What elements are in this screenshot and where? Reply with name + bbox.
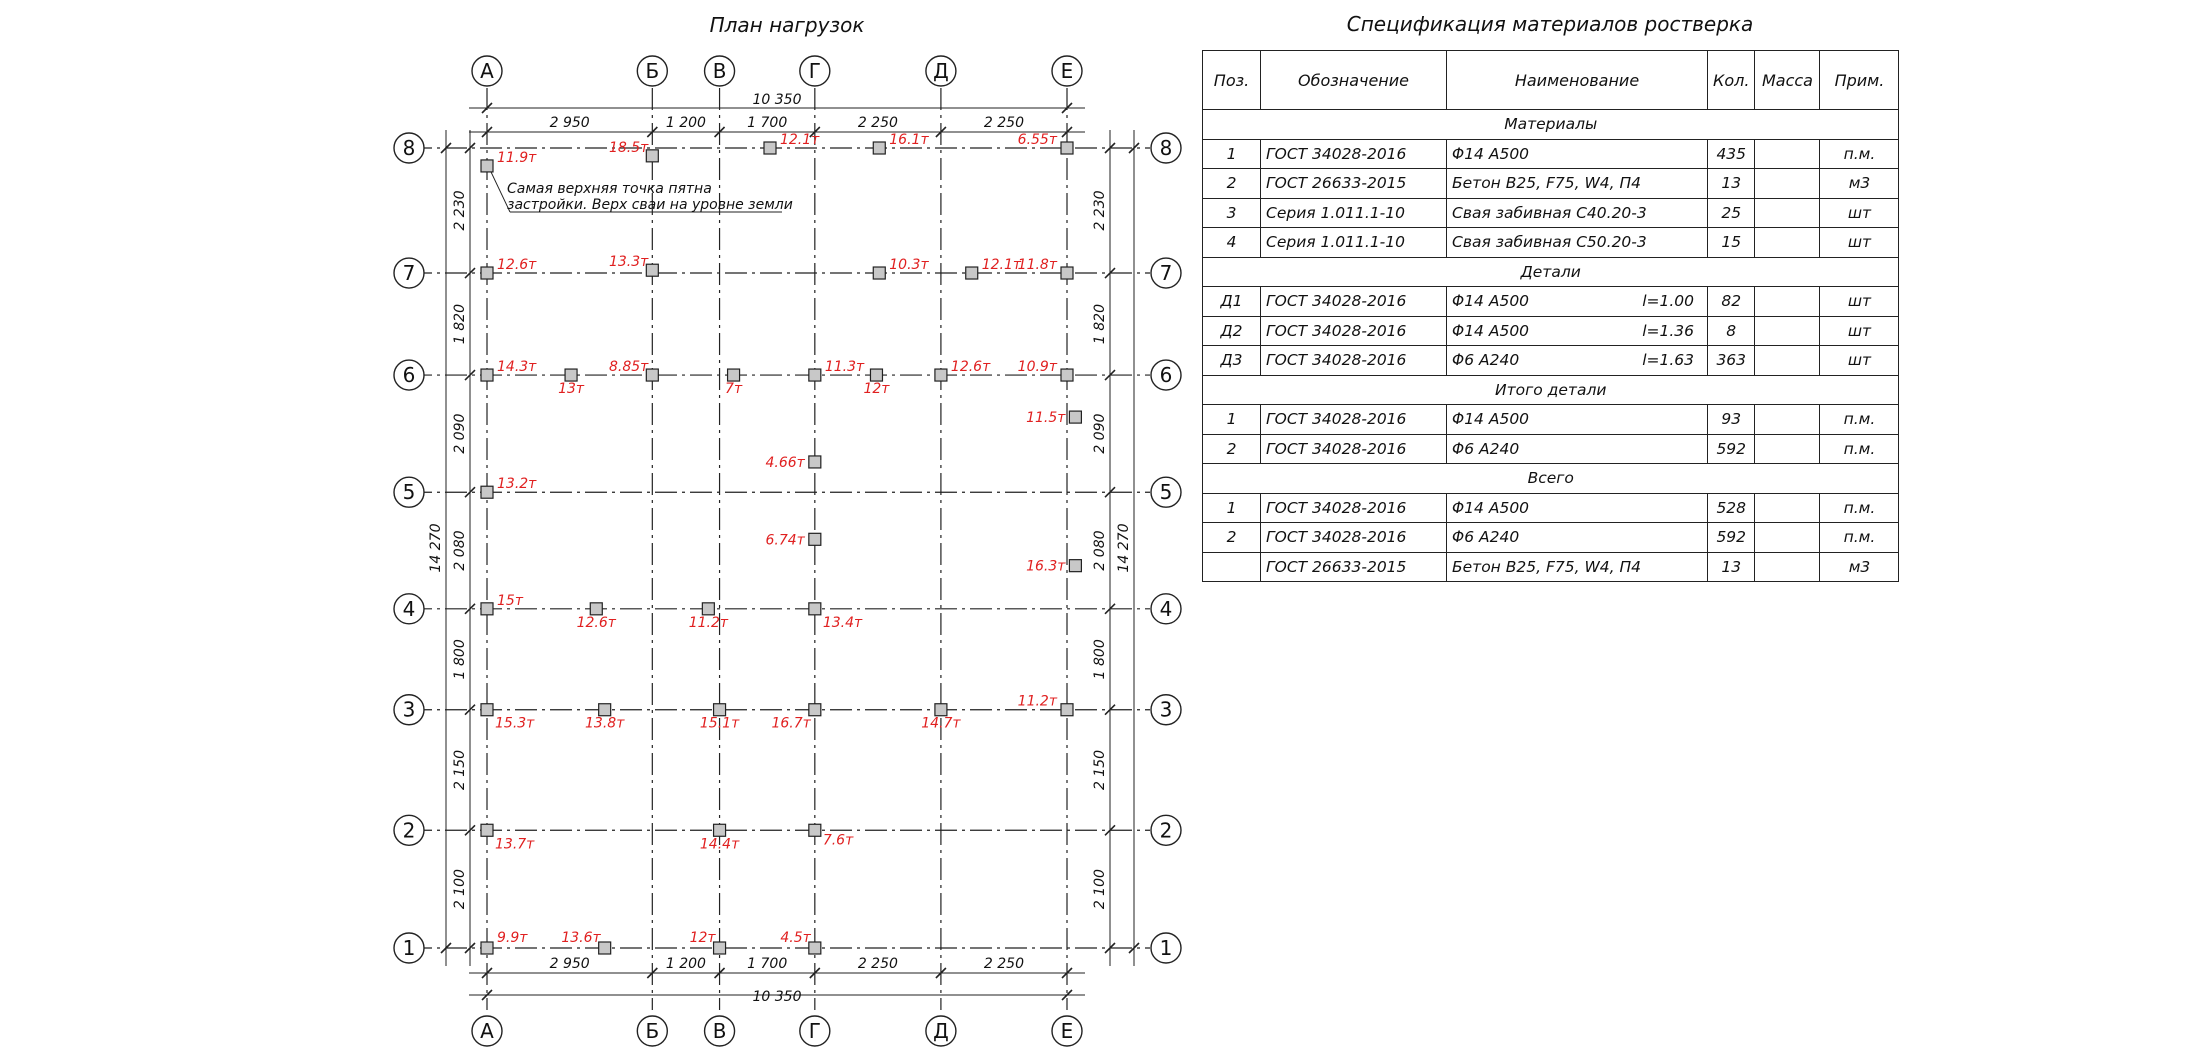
spec-row bbox=[1203, 523, 1899, 553]
spec-cell-prim: п.м. bbox=[1820, 405, 1899, 435]
axis-label: 4 bbox=[1159, 596, 1173, 621]
pile-load-label: 15.3т bbox=[495, 715, 535, 732]
spec-cell-pos bbox=[1203, 552, 1261, 582]
axis-label: 3 bbox=[402, 697, 416, 722]
spec-cell-pos: 2 bbox=[1203, 523, 1261, 553]
axis-label: 5 bbox=[1159, 480, 1173, 505]
spec-cell-name-text: Бетон В25, F75, W4, П4 bbox=[1452, 557, 1642, 576]
spec-cell-mass bbox=[1755, 169, 1820, 199]
pile-load-label: 12.6т bbox=[950, 359, 991, 376]
dim-text-x: 2 250 bbox=[857, 956, 898, 972]
pile-marker bbox=[1061, 369, 1073, 381]
spec-cell-pos: 3 bbox=[1203, 198, 1261, 228]
spec-row bbox=[1203, 169, 1899, 199]
dim-total-y: 14 270 bbox=[428, 523, 444, 573]
axis-label: Б bbox=[645, 59, 660, 83]
spec-cell-name bbox=[1447, 139, 1708, 169]
axis-label: 7 bbox=[1159, 261, 1173, 286]
spec-cell-pos: 1 bbox=[1203, 405, 1261, 435]
pile-load-label: 11.2т bbox=[1017, 693, 1057, 710]
axis-label: 1 bbox=[402, 936, 416, 960]
pile-marker bbox=[1061, 142, 1073, 154]
axis-label: Е bbox=[1060, 59, 1074, 83]
pile-load-label: 4.5т bbox=[780, 930, 811, 946]
spec-cell-mass bbox=[1755, 523, 1820, 553]
spec-cell-prim: м3 bbox=[1820, 169, 1899, 199]
pile-load-label: 13.6т bbox=[561, 930, 601, 946]
pile-marker bbox=[481, 160, 493, 172]
dim-text-x: 2 950 bbox=[549, 115, 590, 131]
axis-label: Б bbox=[645, 1019, 660, 1043]
spec-cell-length: l=1.36 bbox=[1642, 321, 1694, 340]
pile-load-label: 8.85т bbox=[608, 359, 649, 376]
pile-marker bbox=[935, 704, 947, 716]
pile-load-label: 4.66т bbox=[765, 454, 805, 471]
spec-cell-prim: п.м. bbox=[1820, 493, 1899, 523]
spec-cell-name-text: Бетон В25, F75, W4, П4 bbox=[1452, 174, 1642, 193]
pile-load-label: 12.6т bbox=[576, 614, 616, 631]
pile-marker bbox=[809, 824, 821, 836]
pile-marker bbox=[809, 369, 821, 381]
spec-cell-kol: 363 bbox=[1708, 346, 1755, 376]
spec-cell-kol: 592 bbox=[1708, 434, 1755, 464]
spec-cell-name bbox=[1447, 523, 1708, 553]
dim-text-y: 2 090 bbox=[452, 413, 468, 454]
spec-title: Спецификация материалов ростверка bbox=[1346, 12, 1754, 36]
dim-total-x: 10 350 bbox=[752, 92, 802, 108]
spec-cell-name bbox=[1447, 287, 1708, 317]
axis-label: В bbox=[712, 1019, 727, 1043]
pile-marker bbox=[481, 267, 493, 279]
axis-label: 8 bbox=[402, 136, 416, 160]
spec-cell-pos: Д2 bbox=[1203, 316, 1261, 346]
spec-cell-obozn: Серия 1.011.1-10 bbox=[1261, 228, 1447, 258]
spec-cell-kol: 13 bbox=[1708, 169, 1755, 199]
spec-section-title: Детали bbox=[1203, 257, 1899, 287]
spec-cell-name-text: Φ14 А500 bbox=[1452, 498, 1530, 517]
spec-cell-obozn: ГОСТ 34028-2016 bbox=[1261, 287, 1447, 317]
header-pos: Поз. bbox=[1203, 51, 1261, 110]
spec-cell-pos: 4 bbox=[1203, 228, 1261, 258]
dim-text-y: 2 150 bbox=[452, 749, 468, 791]
pile-marker bbox=[870, 369, 882, 381]
spec-cell-mass bbox=[1755, 552, 1820, 582]
pile-load-label: 12.1т bbox=[779, 132, 820, 148]
pile-marker bbox=[809, 533, 821, 545]
dim-text-y: 2 230 bbox=[452, 190, 468, 231]
dim-text-x: 2 950 bbox=[549, 956, 590, 972]
pile-load-label: 12.6т bbox=[497, 257, 537, 274]
pile-load-label: 12.1т bbox=[981, 257, 1022, 274]
pile-load-label: 18.5т bbox=[608, 139, 649, 156]
spec-cell-name-text: Φ6 А240 bbox=[1452, 351, 1520, 370]
dim-text-y: 1 820 bbox=[1092, 303, 1108, 345]
axis-label: 2 bbox=[402, 818, 416, 843]
pile-load-label: 11.9т bbox=[497, 149, 537, 166]
spec-row bbox=[1203, 552, 1899, 582]
spec-cell-mass bbox=[1755, 139, 1820, 169]
pile-load-label: 13.2т bbox=[497, 476, 537, 493]
spec-cell-mass bbox=[1755, 405, 1820, 435]
spec-cell-pos: 1 bbox=[1203, 493, 1261, 523]
spec-cell-mass bbox=[1755, 228, 1820, 258]
note-text-line1: Самая верхняя точка пятна bbox=[507, 181, 712, 197]
pile-load-label: 9.9т bbox=[497, 930, 528, 946]
spec-cell-length: l=1.00 bbox=[1642, 292, 1694, 311]
dim-text-y: 1 800 bbox=[452, 639, 468, 680]
pile-load-label: 7.6т bbox=[822, 832, 854, 849]
axis-label: 3 bbox=[1159, 697, 1173, 722]
spec-row bbox=[1203, 198, 1899, 228]
dim-text-x: 1 700 bbox=[747, 115, 788, 131]
pile-marker bbox=[599, 704, 611, 716]
spec-section-row bbox=[1203, 464, 1899, 494]
pile-load-label: 6.55т bbox=[1017, 132, 1057, 148]
spec-section-row bbox=[1203, 257, 1899, 287]
axis-label: Г bbox=[808, 1019, 821, 1043]
spec-cell-prim: п.м. bbox=[1820, 523, 1899, 553]
pile-load-label: 7т bbox=[725, 381, 743, 398]
spec-cell-name bbox=[1447, 316, 1708, 346]
header-mass: Масса bbox=[1755, 51, 1820, 110]
axis-label: 6 bbox=[402, 363, 416, 388]
pile-marker bbox=[481, 486, 493, 498]
header-obozn: Обозначение bbox=[1261, 51, 1447, 110]
pile-load-label: 14.7т bbox=[921, 715, 961, 732]
spec-cell-name-text: Φ6 А240 bbox=[1452, 439, 1520, 458]
pile-marker bbox=[1061, 704, 1073, 716]
spec-table bbox=[1202, 50, 1899, 582]
pile-marker bbox=[714, 824, 726, 836]
spec-cell-prim: п.м. bbox=[1820, 434, 1899, 464]
pile-load-label: 11.8т bbox=[1017, 257, 1057, 274]
spec-cell-name-text: Свая забивная С50.20-3 bbox=[1452, 233, 1647, 252]
dim-text-x: 1 200 bbox=[665, 956, 706, 972]
pile-load-label: 11.5т bbox=[1026, 410, 1066, 427]
pile-load-label: 15.1т bbox=[699, 715, 740, 732]
header-prim: Прим. bbox=[1820, 51, 1899, 110]
spec-row bbox=[1203, 316, 1899, 346]
dim-total-y: 14 270 bbox=[1116, 523, 1132, 573]
dim-text-x: 1 200 bbox=[665, 115, 706, 131]
spec-cell-obozn: ГОСТ 34028-2016 bbox=[1261, 434, 1447, 464]
header-kol: Кол. bbox=[1708, 51, 1755, 110]
axis-label: 4 bbox=[402, 596, 416, 621]
axis-label: Е bbox=[1060, 1019, 1074, 1043]
spec-section-row bbox=[1203, 110, 1899, 140]
spec-cell-kol: 93 bbox=[1708, 405, 1755, 435]
pile-load-label: 10.3т bbox=[889, 257, 929, 274]
dim-text-x: 2 250 bbox=[983, 956, 1025, 972]
spec-cell-obozn: ГОСТ 34028-2016 bbox=[1261, 346, 1447, 376]
pile-marker bbox=[935, 369, 947, 381]
spec-cell-length: l=1.63 bbox=[1642, 351, 1694, 370]
spec-cell-prim: п.м. bbox=[1820, 139, 1899, 169]
spec-cell-pos: 2 bbox=[1203, 169, 1261, 199]
spec-cell-prim: шт bbox=[1820, 316, 1899, 346]
dim-text-y: 2 230 bbox=[1092, 190, 1108, 231]
spec-cell-name bbox=[1447, 198, 1708, 228]
spec-section-title: Всего bbox=[1203, 464, 1899, 494]
pile-marker bbox=[481, 603, 493, 615]
spec-cell-obozn: ГОСТ 34028-2016 bbox=[1261, 139, 1447, 169]
axis-label: Д bbox=[933, 59, 949, 83]
spec-cell-name bbox=[1447, 169, 1708, 199]
pile-marker bbox=[714, 704, 726, 716]
spec-row bbox=[1203, 434, 1899, 464]
spec-cell-obozn: ГОСТ 34028-2016 bbox=[1261, 493, 1447, 523]
spec-cell-kol: 592 bbox=[1708, 523, 1755, 553]
spec-cell-name-text: Φ6 А240 bbox=[1452, 528, 1520, 547]
spec-cell-name-text: Φ14 А500 bbox=[1452, 321, 1530, 340]
spec-cell-name bbox=[1447, 228, 1708, 258]
spec-row bbox=[1203, 139, 1899, 169]
dim-text-y: 2 150 bbox=[1092, 749, 1108, 791]
spec-section-row bbox=[1203, 375, 1899, 405]
spec-cell-kol: 15 bbox=[1708, 228, 1755, 258]
spec-cell-mass bbox=[1755, 434, 1820, 464]
spec-cell-name-text: Φ14 А500 bbox=[1452, 144, 1530, 163]
spec-cell-pos: 2 bbox=[1203, 434, 1261, 464]
spec-row bbox=[1203, 346, 1899, 376]
dim-text-y: 2 090 bbox=[1092, 413, 1108, 454]
pile-load-label: 13.8т bbox=[585, 715, 625, 732]
dim-text-y: 2 080 bbox=[452, 530, 468, 571]
spec-cell-name-text: Свая забивная С40.20-3 bbox=[1452, 203, 1647, 222]
spec-cell-mass bbox=[1755, 493, 1820, 523]
spec-cell-name bbox=[1447, 346, 1708, 376]
dim-text-x: 2 250 bbox=[857, 115, 898, 131]
pile-load-label: 16.7т bbox=[771, 715, 811, 732]
spec-cell-pos: Д1 bbox=[1203, 287, 1261, 317]
axis-label: 1 bbox=[1159, 936, 1173, 960]
spec-row bbox=[1203, 287, 1899, 317]
spec-cell-name bbox=[1447, 552, 1708, 582]
pile-load-label: 10.9т bbox=[1017, 359, 1057, 376]
axis-label: 6 bbox=[1159, 363, 1173, 388]
spec-section-title: Материалы bbox=[1203, 110, 1899, 140]
spec-cell-prim: шт bbox=[1820, 228, 1899, 258]
pile-marker bbox=[1069, 411, 1081, 423]
pile-load-label: 16.3т bbox=[1026, 558, 1066, 575]
pile-marker bbox=[809, 456, 821, 468]
pile-load-label: 13т bbox=[558, 381, 585, 398]
pile-load-label: 13.7т bbox=[495, 836, 535, 853]
pile-marker bbox=[1069, 560, 1081, 572]
dim-text-y: 2 100 bbox=[1092, 869, 1108, 910]
axis-label: А bbox=[480, 1019, 494, 1043]
pile-marker bbox=[1061, 267, 1073, 279]
spec-row bbox=[1203, 405, 1899, 435]
axis-label: А bbox=[480, 59, 494, 83]
pile-marker bbox=[565, 369, 577, 381]
spec-cell-obozn: ГОСТ 34028-2016 bbox=[1261, 316, 1447, 346]
pile-marker bbox=[481, 942, 493, 954]
spec-cell-name bbox=[1447, 405, 1708, 435]
pile-load-label: 13.3т bbox=[608, 254, 649, 271]
axis-label: 8 bbox=[1159, 136, 1173, 160]
pile-marker bbox=[809, 603, 821, 615]
pile-load-label: 11.2т bbox=[688, 614, 729, 631]
pile-load-label: 15т bbox=[497, 592, 523, 609]
pile-marker bbox=[481, 369, 493, 381]
spec-cell-mass bbox=[1755, 346, 1820, 376]
pile-load-label: 12т bbox=[689, 930, 716, 946]
dim-total-x: 10 350 bbox=[752, 989, 802, 1005]
dim-text-y: 1 820 bbox=[452, 303, 468, 345]
dim-text-y: 2 080 bbox=[1092, 530, 1108, 571]
pile-load-label: 12т bbox=[863, 381, 890, 398]
pile-marker bbox=[764, 142, 776, 154]
spec-cell-prim: м3 bbox=[1820, 552, 1899, 582]
note-text-line2: застройки. Верх сваи на уровне земли bbox=[507, 197, 793, 213]
spec-cell-obozn: ГОСТ 26633-2015 bbox=[1261, 169, 1447, 199]
spec-cell-pos: 1 bbox=[1203, 139, 1261, 169]
axis-label: Г bbox=[808, 59, 821, 83]
spec-cell-name-text: Φ14 А500 bbox=[1452, 410, 1530, 429]
spec-cell-name bbox=[1447, 493, 1708, 523]
dim-text-x: 1 700 bbox=[747, 956, 788, 972]
pile-load-label: 11.3т bbox=[824, 359, 865, 376]
spec-cell-prim: шт bbox=[1820, 346, 1899, 376]
spec-cell-kol: 25 bbox=[1708, 198, 1755, 228]
dim-text-y: 2 100 bbox=[452, 869, 468, 910]
spec-section-title: Итого детали bbox=[1203, 375, 1899, 405]
spec-header-row bbox=[1203, 51, 1899, 110]
spec-cell-obozn: ГОСТ 26633-2015 bbox=[1261, 552, 1447, 582]
pile-load-label: 14.4т bbox=[699, 836, 740, 853]
axis-label: 5 bbox=[402, 480, 416, 505]
spec-cell-name-text: Φ14 А500 bbox=[1452, 292, 1530, 311]
spec-cell-kol: 8 bbox=[1708, 316, 1755, 346]
pile-load-label: 16.1т bbox=[889, 132, 929, 148]
spec-cell-mass bbox=[1755, 198, 1820, 228]
spec-cell-kol: 82 bbox=[1708, 287, 1755, 317]
pile-marker bbox=[873, 142, 885, 154]
spec-cell-prim: шт bbox=[1820, 287, 1899, 317]
spec-cell-kol: 435 bbox=[1708, 139, 1755, 169]
pile-marker bbox=[481, 704, 493, 716]
spec-cell-mass bbox=[1755, 287, 1820, 317]
spec-cell-obozn: Серия 1.011.1-10 bbox=[1261, 198, 1447, 228]
dim-text-x: 2 250 bbox=[983, 115, 1025, 131]
spec-cell-pos: Д3 bbox=[1203, 346, 1261, 376]
spec-cell-kol: 528 bbox=[1708, 493, 1755, 523]
axis-label: 7 bbox=[402, 261, 416, 286]
pile-marker bbox=[702, 603, 714, 615]
dim-text-y: 1 800 bbox=[1092, 639, 1108, 680]
spec-cell-prim: шт bbox=[1820, 198, 1899, 228]
spec-cell-obozn: ГОСТ 34028-2016 bbox=[1261, 405, 1447, 435]
spec-row bbox=[1203, 228, 1899, 258]
spec-cell-kol: 13 bbox=[1708, 552, 1755, 582]
spec-cell-name bbox=[1447, 434, 1708, 464]
plan-title: План нагрузок bbox=[709, 13, 865, 37]
pile-marker bbox=[873, 267, 885, 279]
header-name: Наименование bbox=[1447, 51, 1708, 110]
pile-marker bbox=[481, 824, 493, 836]
pile-marker bbox=[966, 267, 978, 279]
pile-load-label: 6.74т bbox=[765, 532, 805, 549]
pile-load-label: 14.3т bbox=[497, 359, 537, 376]
pile-marker bbox=[809, 704, 821, 716]
axis-label: 2 bbox=[1159, 818, 1173, 843]
pile-marker bbox=[728, 369, 740, 381]
pile-marker bbox=[590, 603, 602, 615]
axis-label: В bbox=[712, 59, 727, 83]
pile-load-label: 13.4т bbox=[822, 614, 863, 631]
spec-row bbox=[1203, 493, 1899, 523]
axis-label: Д bbox=[933, 1019, 949, 1043]
spec-cell-obozn: ГОСТ 34028-2016 bbox=[1261, 523, 1447, 553]
spec-cell-mass bbox=[1755, 316, 1820, 346]
